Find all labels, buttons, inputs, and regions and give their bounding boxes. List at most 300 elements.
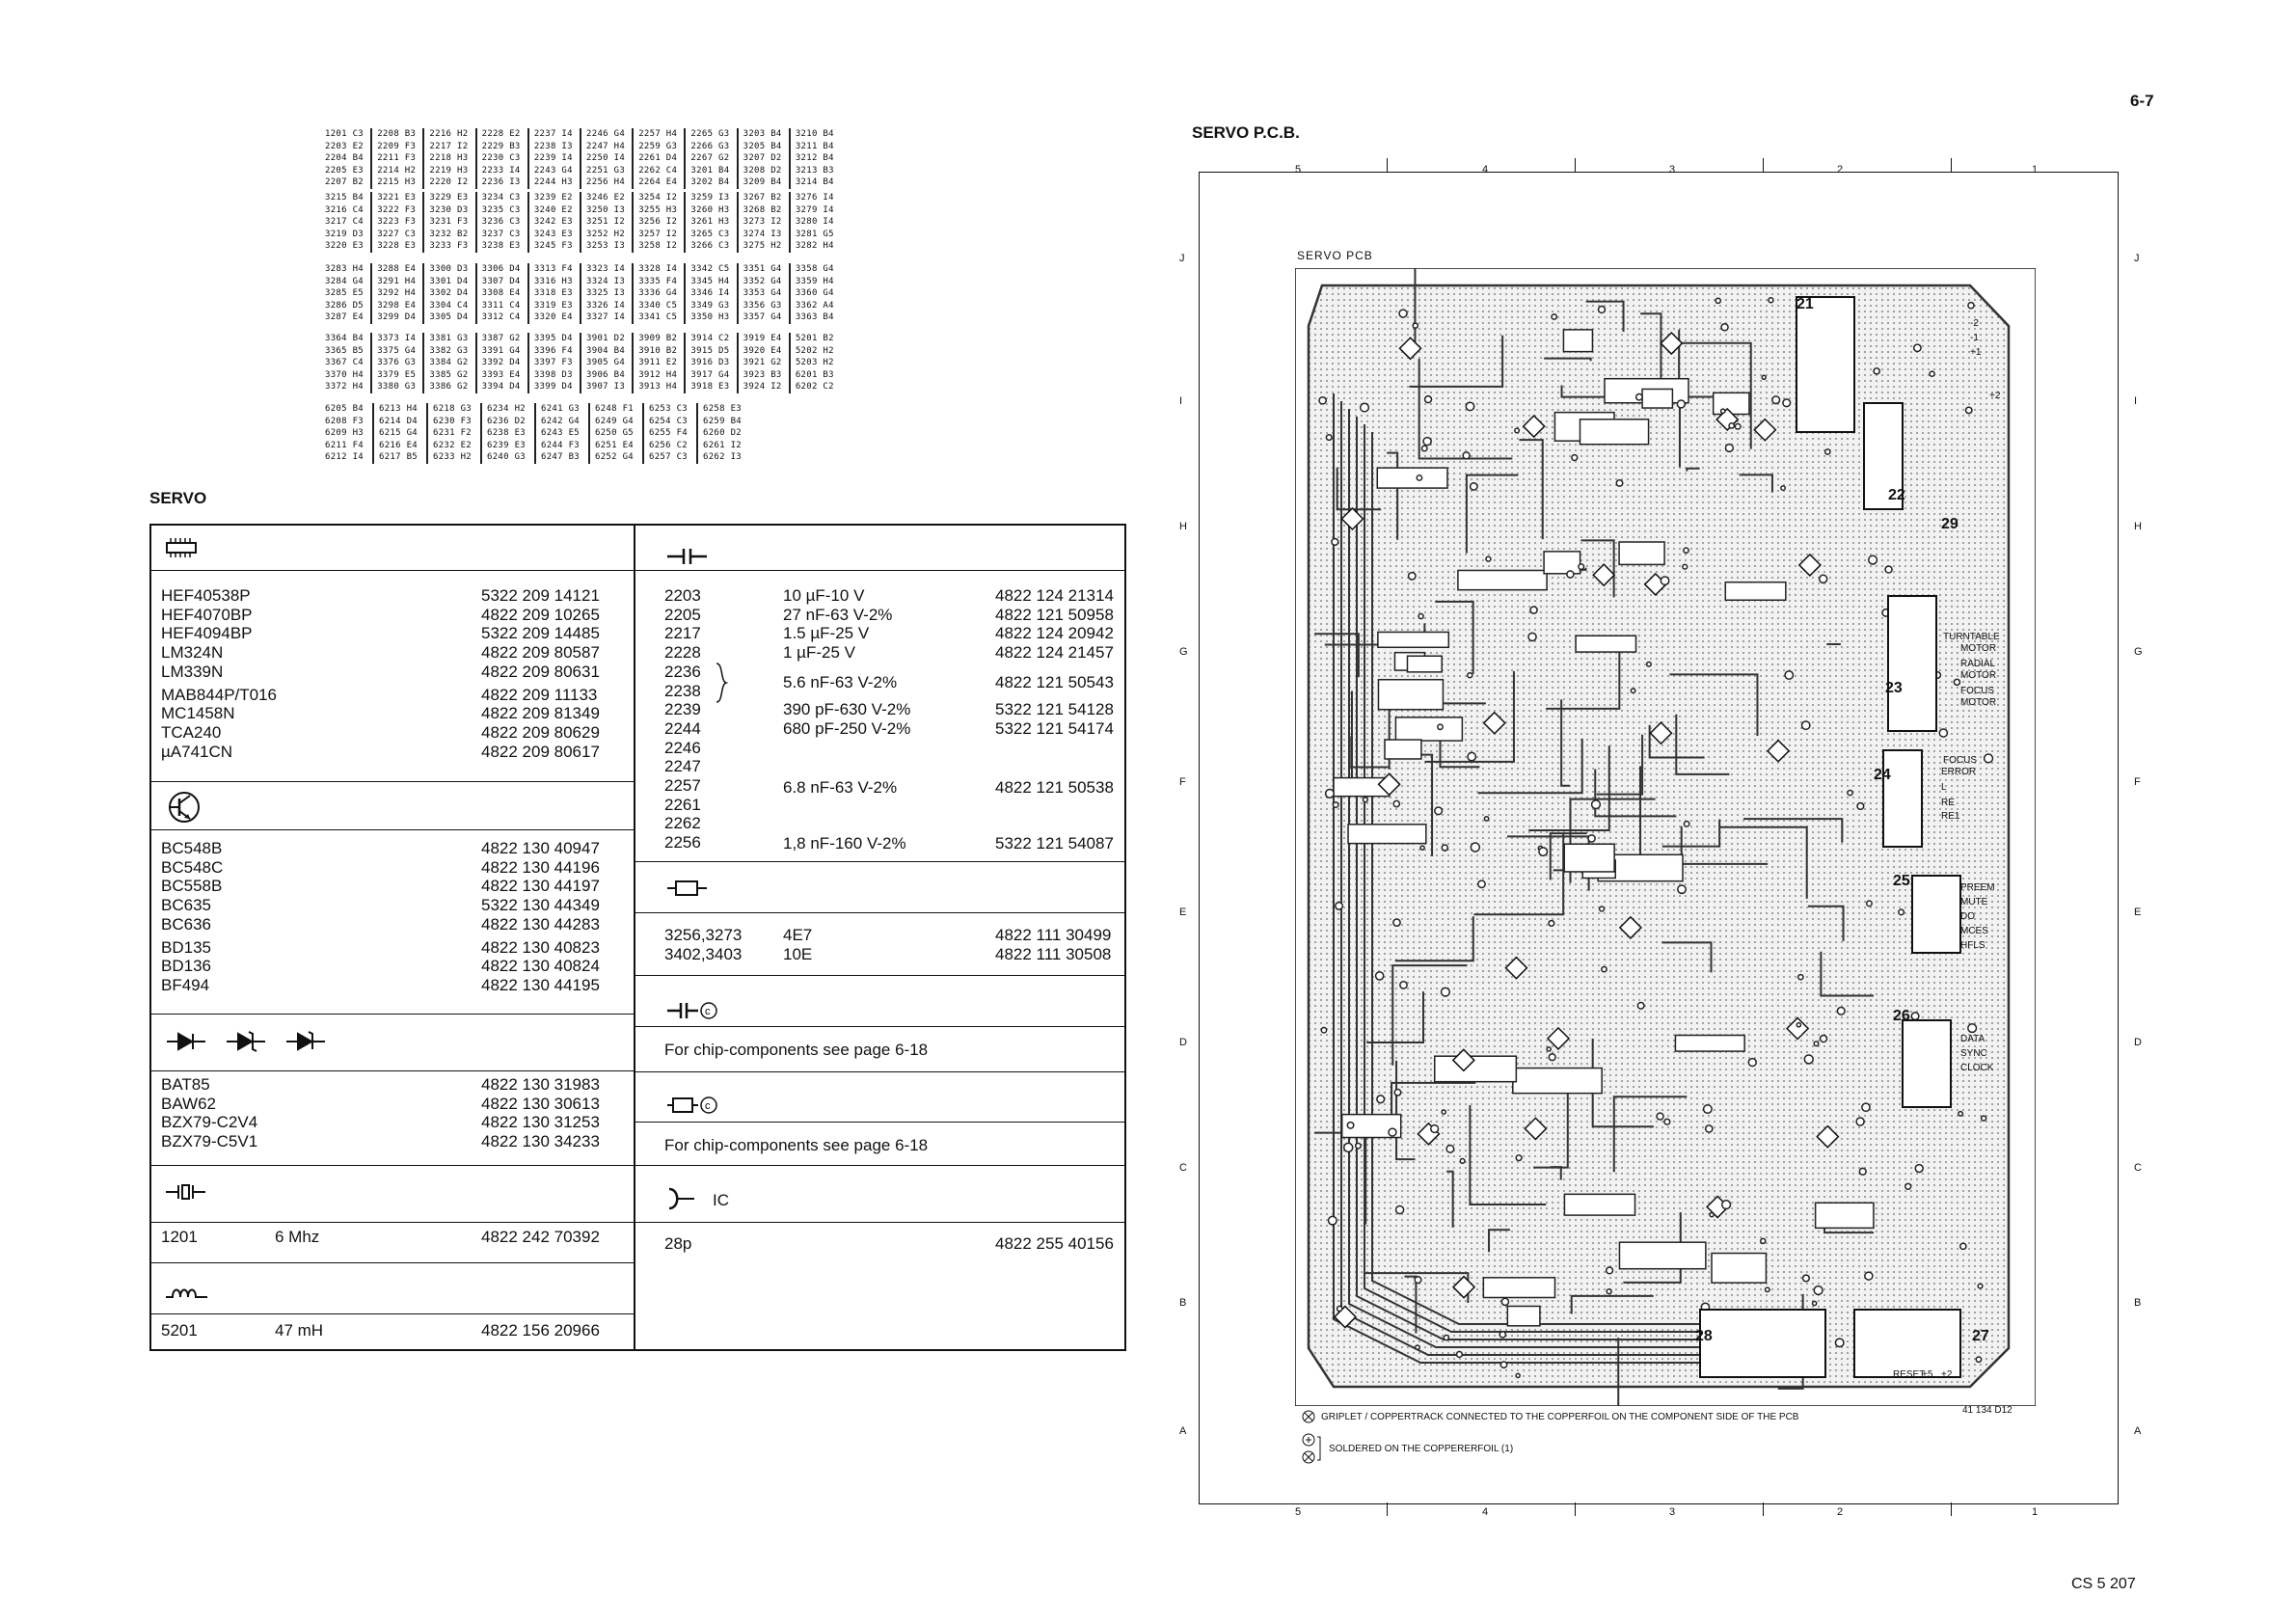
location-index-entry: 2208 B3 <box>375 128 424 141</box>
ic-name: MC1458N <box>161 704 235 723</box>
location-index-entry: 3914 C2 <box>689 333 738 345</box>
location-index-entry: 3365 B5 <box>323 345 372 358</box>
solder-pad <box>1867 901 1872 906</box>
pin-label: +1 <box>1970 347 1982 358</box>
solder-pad <box>1954 679 1959 685</box>
location-index-entry: 3214 B4 <box>795 177 834 187</box>
location-index-entry: 2217 I2 <box>427 141 476 153</box>
solder-pad <box>1804 1055 1813 1064</box>
pin-label: CLOCK <box>1960 1063 1994 1073</box>
solder-pad <box>1684 548 1688 553</box>
ruler-row-label: I <box>2134 395 2138 407</box>
solder-pad <box>1337 1306 1342 1311</box>
solder-pad <box>1715 298 1720 303</box>
location-index-entry: 2236 I3 <box>480 176 529 189</box>
solder-pad <box>1516 1373 1520 1377</box>
transistor-name: BF494 <box>161 975 210 994</box>
solder-pad <box>1579 564 1584 570</box>
divider <box>634 1165 1124 1166</box>
location-index-entry: 3228 E3 <box>375 240 424 253</box>
capacitor-refs <box>664 586 701 853</box>
location-index-entry: 3254 I2 <box>636 192 686 204</box>
location-index-entry: 3373 I4 <box>375 333 424 345</box>
solder-pad <box>1721 324 1728 331</box>
component-footprint <box>1619 542 1664 564</box>
location-index-row <box>323 287 844 300</box>
location-index-entry: 3328 I4 <box>636 263 686 276</box>
diode-codes <box>481 1075 600 1151</box>
location-index-entry: 3370 H4 <box>323 369 372 382</box>
location-index-entry: 3364 B4 <box>323 333 372 345</box>
solder-pad <box>1471 843 1479 852</box>
location-index-entry: 2218 H3 <box>427 152 476 165</box>
diode-name: BAT85 <box>161 1075 210 1094</box>
solder-pad <box>1874 368 1879 374</box>
solder-pad <box>1616 480 1622 486</box>
ruler-row-label: D <box>2134 1037 2142 1048</box>
location-index-entry: 3216 C4 <box>323 204 372 217</box>
solder-pad <box>1857 803 1864 810</box>
transistor-name: BD135 <box>161 937 211 957</box>
solder-pad <box>1421 446 1426 450</box>
location-index-entry: 3399 D4 <box>532 381 581 393</box>
ruler-row-label: B <box>1179 1297 1187 1309</box>
ic-names <box>161 586 277 761</box>
chip-resistor-icon <box>666 1095 720 1116</box>
location-index-row <box>323 128 844 141</box>
location-index-entry: 3212 B4 <box>795 153 834 163</box>
location-index-row <box>323 152 844 165</box>
connector-label: 29 <box>1941 516 1958 532</box>
coil-value: 47 mH <box>275 1321 324 1340</box>
solder-pad <box>1837 1007 1845 1015</box>
location-index-entry: 6260 D2 <box>703 428 743 438</box>
location-index-entry: 3217 C4 <box>323 216 372 229</box>
location-index-entry: 6258 E3 <box>703 404 743 414</box>
solder-icons <box>1302 1432 1323 1465</box>
ic-code: 4822 209 80629 <box>481 722 600 742</box>
solder-pad <box>1528 633 1536 640</box>
cap-ref: 2261 <box>664 795 701 814</box>
location-index-entry: 3258 I2 <box>636 240 686 253</box>
location-index-entry: 6241 G3 <box>539 403 590 416</box>
transistor-name: BC635 <box>161 896 211 915</box>
cap-value: 27 nF-63 V-2% <box>783 605 893 624</box>
location-index-row <box>323 192 844 204</box>
solder-pad <box>1647 662 1652 666</box>
ruler-row-label: E <box>1179 907 1187 918</box>
pin-label: RESET <box>1893 1369 1926 1380</box>
pin-label: MOTOR <box>1960 670 1997 681</box>
diode-name: BAW62 <box>161 1094 217 1113</box>
location-index-entry: 2204 B4 <box>323 152 372 165</box>
connector-label: 25 <box>1893 873 1910 889</box>
location-index-entry: 3323 I4 <box>584 263 634 276</box>
solder-pad <box>1319 397 1326 404</box>
location-index-entry: 3386 G2 <box>427 381 476 393</box>
location-index-entry: 3918 E3 <box>689 381 738 393</box>
chip-cap-note: For chip-components see page 6-18 <box>664 1041 929 1059</box>
component-footprint <box>1378 680 1443 710</box>
ic-name: LM324N <box>161 643 224 663</box>
solder-pad <box>1683 564 1688 569</box>
diode-name: BZX79-C5V1 <box>161 1132 258 1151</box>
location-index-entry: 6240 G3 <box>485 451 536 464</box>
location-index-entry: 2228 E2 <box>480 128 529 141</box>
pcb-title: SERVO P.C.B. <box>1192 123 1300 142</box>
component-footprint <box>1564 1194 1634 1215</box>
crystal-value: 6 Mhz <box>275 1228 320 1246</box>
location-index-entry: 2238 I3 <box>532 141 581 153</box>
location-index-entry: 3353 G4 <box>742 287 791 300</box>
location-index-entry: 3906 B4 <box>584 369 634 382</box>
divider <box>151 1313 634 1314</box>
ruler-row-label: H <box>1179 521 1187 532</box>
ruler-column-label: 4 <box>1482 164 1489 176</box>
solder-pad <box>1547 1047 1551 1051</box>
solder-pad <box>1976 1357 1981 1362</box>
location-index-row <box>323 276 844 288</box>
location-index-entry: 6255 F4 <box>647 427 698 440</box>
location-index-entry: 2229 B3 <box>480 141 529 153</box>
location-index-entry: 3326 I4 <box>584 300 634 312</box>
solder-pad <box>1356 1143 1361 1148</box>
solder-pad <box>1960 1243 1966 1249</box>
location-index-row <box>323 345 844 358</box>
location-index-entry: 3916 D3 <box>689 357 738 369</box>
cap-code: 5322 121 54128 <box>995 700 1114 718</box>
location-index-entry: 3357 G4 <box>742 311 791 324</box>
divider <box>634 1122 1124 1123</box>
solder-pad <box>1607 1267 1613 1274</box>
component-footprint <box>1580 420 1648 445</box>
ic-code: 4822 209 80587 <box>481 643 600 663</box>
solder-pad <box>1415 1277 1421 1284</box>
location-index-entry: 2256 H4 <box>584 176 634 189</box>
ruler-row-label: J <box>1179 253 1185 264</box>
location-index-entry: 3384 G2 <box>427 357 476 369</box>
component-footprint <box>1378 632 1448 647</box>
location-index-entry: 6254 C3 <box>647 416 698 428</box>
solder-pad <box>1722 1201 1731 1209</box>
location-index-entry: 3356 G3 <box>742 300 791 312</box>
location-index-entry: 3919 E4 <box>742 333 791 345</box>
location-index-entry: 3367 C4 <box>323 357 372 369</box>
connector-label: 28 <box>1695 1328 1713 1344</box>
location-index-entry: 6211 F4 <box>323 440 374 452</box>
solder-pad <box>1400 982 1407 988</box>
component-footprint <box>1348 825 1426 844</box>
location-index-entry: 3215 B4 <box>323 192 372 204</box>
location-index-entry: 3276 I4 <box>795 193 834 203</box>
connector-label: 26 <box>1893 1008 1910 1024</box>
divider <box>634 861 1124 862</box>
ruler-row-label: J <box>2134 253 2140 264</box>
coil-code: 4822 156 20966 <box>481 1321 600 1340</box>
coil-icon <box>165 1285 209 1300</box>
solder-pad <box>1326 790 1335 798</box>
cap-ref: 2257 <box>664 776 701 796</box>
res-code: 4822 111 30499 <box>995 926 1112 944</box>
solder-pad <box>1885 566 1892 573</box>
connector-label: 27 <box>1972 1328 1989 1344</box>
solder-pad <box>1600 907 1605 911</box>
diode-code: 4822 130 30613 <box>481 1094 600 1113</box>
location-index-entry: 6230 F3 <box>431 416 482 428</box>
location-index-entry: 2261 D4 <box>636 152 686 165</box>
cap-ref: 2247 <box>664 757 701 776</box>
location-index-entry: 3250 I3 <box>584 204 634 217</box>
pin-label: DATA <box>1960 1034 1985 1044</box>
location-index-row <box>323 403 844 416</box>
solder-pad <box>1393 800 1399 806</box>
component-footprint <box>1507 1306 1540 1325</box>
solder-pad <box>1985 754 1993 763</box>
location-index-entry: 6261 I2 <box>703 440 743 450</box>
transistor-name: BD136 <box>161 957 211 976</box>
location-index-entry: 3346 I4 <box>689 287 738 300</box>
solder-pad <box>1567 571 1574 578</box>
location-index-entry: 3324 I3 <box>584 276 634 288</box>
location-index-entry: 2209 F3 <box>375 141 424 153</box>
transistor-icon <box>165 788 203 826</box>
location-index-entry: 3342 C5 <box>689 263 738 276</box>
solder-pad <box>1361 403 1369 412</box>
res-code: 4822 111 30508 <box>995 944 1112 963</box>
divider <box>634 975 1124 976</box>
legend-row-2 <box>1302 1432 1513 1465</box>
crystal-code: 4822 242 70392 <box>481 1228 600 1246</box>
ruler-column-label: 3 <box>1669 164 1676 176</box>
cap-value: 1 µF-25 V <box>783 643 855 663</box>
ruler-row-label: A <box>2134 1425 2142 1437</box>
component-footprint <box>1576 636 1635 652</box>
cap-ref: 2205 <box>664 605 701 624</box>
solder-pad <box>1460 1159 1465 1164</box>
solder-pad <box>1456 1351 1462 1357</box>
solder-pad <box>1968 303 1974 309</box>
solder-pad <box>1501 1298 1508 1305</box>
location-index-entry: 3382 G3 <box>427 345 476 358</box>
ic-name: µA741CN <box>161 742 233 761</box>
solder-pad <box>1471 483 1477 490</box>
location-index-entry: 2219 H3 <box>427 165 476 177</box>
solder-pad <box>1721 409 1725 413</box>
location-index-row <box>323 176 844 189</box>
pin-label: MOTOR <box>1960 697 1997 708</box>
location-index-entry: 6233 H2 <box>431 451 482 464</box>
ruler-row-label: D <box>1179 1037 1187 1048</box>
divider <box>151 1165 634 1166</box>
ruler-tick <box>1575 158 1576 172</box>
solder-pad <box>1762 375 1766 379</box>
solder-pad <box>1631 689 1634 692</box>
location-index-entry: 2215 H3 <box>375 176 424 189</box>
solder-pad <box>1602 966 1607 971</box>
ruler-column-label: 3 <box>1669 1506 1676 1518</box>
location-index-entry: 3325 I3 <box>584 287 634 300</box>
location-index-entry: 3292 H4 <box>375 287 424 300</box>
transistor-names <box>161 839 223 995</box>
location-index-row <box>323 333 844 345</box>
solder-pad <box>1549 921 1554 927</box>
solder-pad <box>1825 449 1830 454</box>
cap-ref: 2262 <box>664 814 701 833</box>
solder-pad <box>1729 423 1734 428</box>
location-index-entry: 3397 F3 <box>532 357 581 369</box>
ic-chip-icon <box>165 537 198 558</box>
solder-pad <box>1435 807 1443 815</box>
location-index-block <box>323 403 844 464</box>
location-index-entry: 3251 I2 <box>584 216 634 229</box>
solder-pad <box>1915 1165 1923 1173</box>
location-index-entry: 6217 B5 <box>377 451 428 464</box>
pin-label: RE <box>1941 798 1955 808</box>
location-index-entry: 3345 H4 <box>689 276 738 288</box>
location-index-entry: 6243 E5 <box>539 427 590 440</box>
divider <box>151 1014 634 1015</box>
solder-pad <box>1572 455 1578 461</box>
location-index-entry: 2233 I4 <box>480 165 529 177</box>
pin-label: +2 <box>1989 391 2001 401</box>
location-index-entry: 3256 I2 <box>636 216 686 229</box>
solder-pad <box>1862 1103 1870 1111</box>
cap-value: 390 pF-630 V-2% <box>783 700 911 718</box>
location-index-entry: 3375 G4 <box>375 345 424 358</box>
location-index-entry: 6253 C3 <box>647 403 698 416</box>
ruler-tick <box>1763 158 1764 172</box>
location-index-row <box>323 216 844 229</box>
chip-capacitor-icon <box>666 1000 720 1021</box>
res-value: 4E7 <box>783 926 813 944</box>
ic-name: LM339N <box>161 662 224 681</box>
location-index-entry: 2216 H2 <box>427 128 476 141</box>
component-footprint <box>1564 844 1614 872</box>
ic-name: HEF4070BP <box>161 605 253 624</box>
solder-pad <box>1344 1143 1353 1151</box>
cap-value: 1,8 nF-160 V-2% <box>783 834 906 853</box>
res-ref: 3402,3403 <box>664 944 743 963</box>
solder-pad <box>1599 306 1606 312</box>
location-index-entry: 3351 G4 <box>742 263 791 276</box>
solder-pad <box>1393 919 1400 926</box>
component-footprint <box>1395 717 1462 741</box>
location-index-entry: 3350 H3 <box>689 311 738 324</box>
solder-pad <box>1442 988 1450 996</box>
location-index-entry: 2203 E2 <box>323 141 372 153</box>
section-title: SERVO <box>149 489 207 507</box>
solder-pad <box>1706 1125 1713 1132</box>
resistor-codes <box>995 926 1111 963</box>
solder-pad <box>1442 1110 1445 1114</box>
location-index-entry: 3396 F4 <box>532 345 581 358</box>
solder-pad <box>1418 614 1423 619</box>
location-index-entry: 3381 G3 <box>427 333 476 345</box>
divider <box>151 570 634 571</box>
location-index-entry: 3359 H4 <box>795 276 834 286</box>
location-index-entry: 3305 D4 <box>427 311 476 324</box>
solder-pad <box>1735 424 1741 430</box>
location-index-entry: 3312 C4 <box>480 311 529 324</box>
pin-label: FOCUS <box>1943 755 1977 766</box>
transistor-code: 4822 130 44197 <box>481 877 600 896</box>
solder-pad <box>1466 402 1473 410</box>
solder-pad <box>1347 1123 1353 1128</box>
location-index-entry: 3352 G4 <box>742 276 791 288</box>
location-index-entry: 3252 H2 <box>584 229 634 241</box>
solder-pad <box>1394 1090 1400 1096</box>
location-index-entry: 6234 H2 <box>485 403 536 416</box>
transistor-code: 5322 130 44349 <box>481 896 600 915</box>
solder-pad <box>1796 1023 1800 1027</box>
ruler-row-label: E <box>2134 907 2142 918</box>
ic-code: 4822 209 80631 <box>481 662 600 681</box>
location-index-entry: 6208 F3 <box>323 416 374 428</box>
location-index-row <box>323 300 844 312</box>
cap-value: 5.6 nF-63 V-2% <box>783 673 898 691</box>
location-index-entry: 3259 I3 <box>689 192 738 204</box>
transistor-name: BC548C <box>161 857 224 877</box>
solder-pad <box>1968 1024 1977 1033</box>
connector-label: 24 <box>1874 767 1891 783</box>
solder-pad <box>1821 1036 1827 1042</box>
location-index-entry: 3316 H3 <box>532 276 581 288</box>
ruler-row-label: G <box>2134 646 2143 658</box>
location-index-entry: 2237 I4 <box>532 128 581 141</box>
location-index-entry: 6259 B4 <box>703 416 743 426</box>
location-index-row <box>323 427 844 440</box>
location-index-entry: 2264 E4 <box>636 176 686 189</box>
location-index-entry: 2247 H4 <box>584 141 634 153</box>
location-index-entry: 3311 C4 <box>480 300 529 312</box>
solder-pad <box>1939 729 1947 737</box>
location-index-entry: 3306 D4 <box>480 263 529 276</box>
cap-code: 4822 121 50958 <box>995 605 1114 624</box>
ruler-column-label: 5 <box>1295 1506 1302 1518</box>
location-index-entry: 5203 H2 <box>795 358 834 367</box>
transistor-name: BC548B <box>161 839 223 857</box>
cap-ref: 2246 <box>664 738 701 757</box>
ruler-tick <box>1387 1502 1388 1516</box>
legend-row-1 <box>1302 1410 1798 1423</box>
ruler-row-label: G <box>1179 646 1188 658</box>
location-index-entry: 3207 D2 <box>742 152 791 165</box>
cap-ref: 2238 <box>664 681 701 700</box>
transistor-codes <box>481 839 600 995</box>
ruler-column-label: 4 <box>1482 1506 1489 1518</box>
capacitor-icon <box>666 548 709 565</box>
cap-ref: 2244 <box>664 718 701 738</box>
location-index-entry: 3302 D4 <box>427 287 476 300</box>
component-footprint <box>1642 389 1672 408</box>
location-index-entry: 3379 E5 <box>375 369 424 382</box>
solder-pad <box>1425 396 1432 403</box>
solder-pad <box>1499 1332 1505 1338</box>
component-footprint <box>1513 1069 1602 1094</box>
location-index-entry: 5201 B2 <box>795 334 834 343</box>
cap-code: 5322 121 54174 <box>995 718 1114 738</box>
location-index-block <box>323 192 844 253</box>
location-index-entry: 3268 B2 <box>742 204 791 217</box>
solder-pad <box>1766 1287 1769 1291</box>
location-index-row <box>323 381 844 393</box>
pin-label: FOCUS <box>1960 686 1994 696</box>
solder-pad <box>1761 1238 1766 1243</box>
location-index-entry: 2207 B2 <box>323 176 372 189</box>
solder-pad <box>1329 1216 1337 1225</box>
solder-pad <box>1958 1112 1962 1116</box>
component-footprint <box>1435 1056 1517 1081</box>
